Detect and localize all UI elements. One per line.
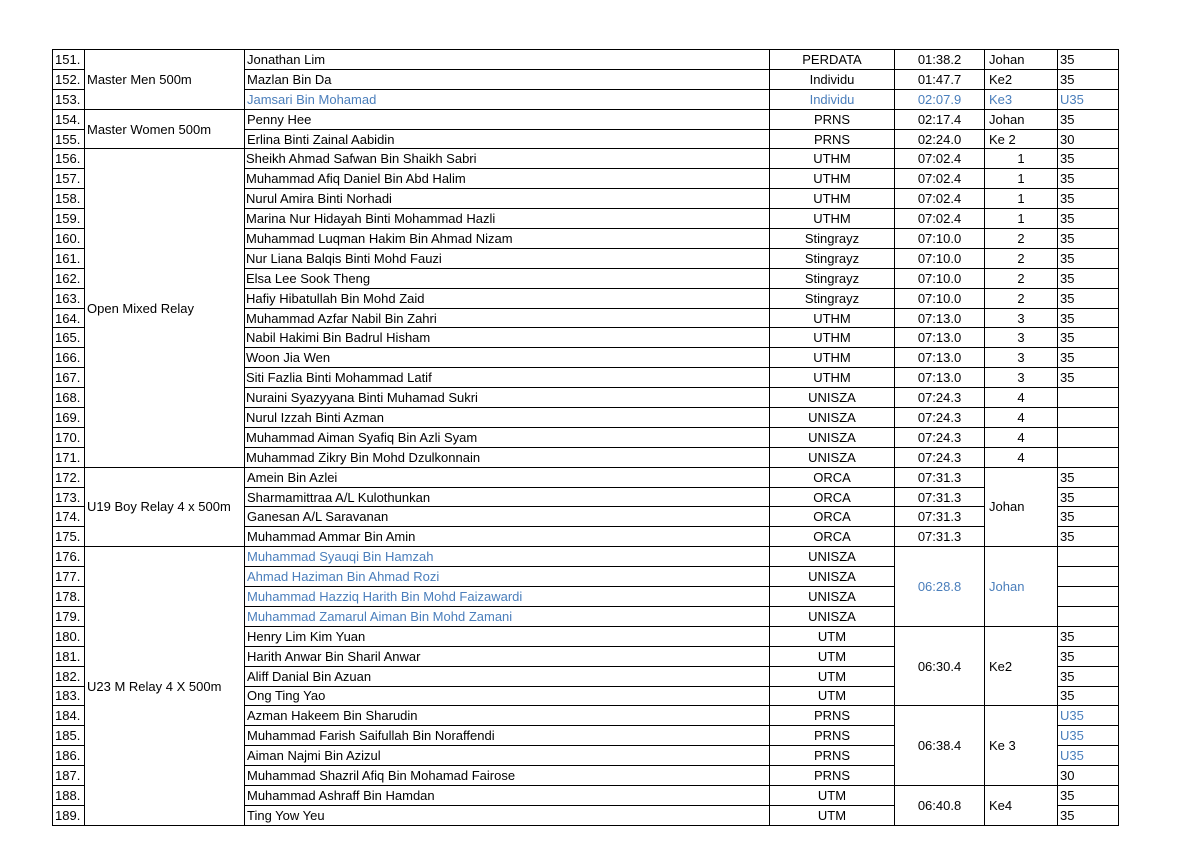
athlete-name: Muhammad Aiman Syafiq Bin Azli Syam	[245, 427, 770, 447]
team: UTM	[770, 626, 895, 646]
heat: 3	[985, 328, 1058, 348]
team: PRNS	[770, 746, 895, 766]
category: 35	[1058, 785, 1119, 805]
table-row	[53, 50, 1119, 70]
time: 02:17.4	[895, 109, 985, 129]
time: 07:31.3	[895, 507, 985, 527]
team: UTHM	[770, 348, 895, 368]
athlete-name: Penny Hee	[245, 109, 770, 129]
team: Stingrayz	[770, 268, 895, 288]
team: UTHM	[770, 189, 895, 209]
results-body	[53, 50, 1119, 826]
category: 35	[1058, 626, 1119, 646]
heat: 4	[985, 447, 1058, 467]
event-u19-boy-relay: U19 Boy Relay 4 x 500m	[85, 467, 245, 547]
category: U35	[1058, 726, 1119, 746]
time: 01:38.2	[895, 50, 985, 70]
team: UNISZA	[770, 427, 895, 447]
heat: 2	[985, 229, 1058, 249]
time: 07:02.4	[895, 209, 985, 229]
athlete-name: Nur Liana Balqis Binti Mohd Fauzi	[245, 248, 770, 268]
time: 07:31.3	[895, 527, 985, 547]
table-row	[53, 467, 1119, 487]
team: UNISZA	[770, 447, 895, 467]
category: 30	[1058, 766, 1119, 786]
athlete-name: Muhammad Ashraff Bin Hamdan	[245, 785, 770, 805]
heat: 3	[985, 308, 1058, 328]
team: ORCA	[770, 487, 895, 507]
team: UTHM	[770, 149, 895, 169]
category: 35	[1058, 686, 1119, 706]
team: PRNS	[770, 726, 895, 746]
athlete-name: Muhammad Syauqi Bin Hamzah	[245, 547, 770, 567]
row-number: 166.	[53, 348, 85, 368]
group-time: 06:30.4	[895, 626, 985, 706]
team: PERDATA	[770, 50, 895, 70]
category: 35	[1058, 666, 1119, 686]
table-row	[53, 109, 1119, 129]
category: 35	[1058, 288, 1119, 308]
time: 07:24.3	[895, 427, 985, 447]
time: 07:10.0	[895, 248, 985, 268]
table-row	[53, 149, 1119, 169]
time: 07:31.3	[895, 467, 985, 487]
team: Individu	[770, 89, 895, 109]
row-number: 173.	[53, 487, 85, 507]
athlete-name: Ting Yow Yeu	[245, 805, 770, 825]
group-time: 06:40.8	[895, 785, 985, 825]
category: 35	[1058, 308, 1119, 328]
athlete-name: Ahmad Haziman Bin Ahmad Rozi	[245, 567, 770, 587]
row-number: 180.	[53, 626, 85, 646]
placing: Ke2	[985, 69, 1058, 89]
category	[1058, 447, 1119, 467]
category: 35	[1058, 169, 1119, 189]
category: 35	[1058, 248, 1119, 268]
placing: Ke3	[985, 89, 1058, 109]
athlete-name: Amein Bin Azlei	[245, 467, 770, 487]
row-number: 182.	[53, 666, 85, 686]
athlete-name: Hafiy Hibatullah Bin Mohd Zaid	[245, 288, 770, 308]
athlete-name: Siti Fazlia Binti Mohammad Latif	[245, 368, 770, 388]
athlete-name: Muhammad Zikry Bin Mohd Dzulkonnain	[245, 447, 770, 467]
row-number: 175.	[53, 527, 85, 547]
heat: 4	[985, 408, 1058, 428]
time: 07:13.0	[895, 348, 985, 368]
category: 35	[1058, 328, 1119, 348]
team: UTHM	[770, 308, 895, 328]
row-number: 181.	[53, 646, 85, 666]
team: UNISZA	[770, 547, 895, 567]
row-number: 177.	[53, 567, 85, 587]
athlete-name: Muhammad Ammar Bin Amin	[245, 527, 770, 547]
athlete-name: Harith Anwar Bin Sharil Anwar	[245, 646, 770, 666]
row-number: 174.	[53, 507, 85, 527]
group-time: 06:38.4	[895, 706, 985, 786]
heat: 1	[985, 189, 1058, 209]
time: 07:02.4	[895, 149, 985, 169]
row-number: 184.	[53, 706, 85, 726]
team: Stingrayz	[770, 229, 895, 249]
category	[1058, 567, 1119, 587]
row-number: 161.	[53, 248, 85, 268]
category: 35	[1058, 368, 1119, 388]
athlete-name: Marina Nur Hidayah Binti Mohammad Hazli	[245, 209, 770, 229]
row-number: 164.	[53, 308, 85, 328]
team: UNISZA	[770, 388, 895, 408]
athlete-name: Muhammad Hazziq Harith Bin Mohd Faizawardi	[245, 587, 770, 607]
athlete-name: Aliff Danial Bin Azuan	[245, 666, 770, 686]
time: 01:47.7	[895, 69, 985, 89]
heat: 2	[985, 268, 1058, 288]
category: 35	[1058, 50, 1119, 70]
category: 35	[1058, 487, 1119, 507]
category: 35	[1058, 348, 1119, 368]
heat: 2	[985, 288, 1058, 308]
category: U35	[1058, 89, 1119, 109]
team: UTM	[770, 646, 895, 666]
team: UTHM	[770, 209, 895, 229]
category	[1058, 606, 1119, 626]
row-number: 183.	[53, 686, 85, 706]
athlete-name: Nabil Hakimi Bin Badrul Hisham	[245, 328, 770, 348]
heat: 4	[985, 388, 1058, 408]
team: UTM	[770, 785, 895, 805]
team: ORCA	[770, 467, 895, 487]
row-number: 186.	[53, 746, 85, 766]
team: PRNS	[770, 129, 895, 149]
team: UTM	[770, 805, 895, 825]
table-row	[53, 547, 1119, 567]
athlete-name: Jonathan Lim	[245, 50, 770, 70]
team: UTHM	[770, 169, 895, 189]
placing: Ke 2	[985, 129, 1058, 149]
athlete-name: Erlina Binti Zainal Aabidin	[245, 129, 770, 149]
row-number: 155.	[53, 129, 85, 149]
time: 02:07.9	[895, 89, 985, 109]
time: 07:10.0	[895, 288, 985, 308]
team: UNISZA	[770, 408, 895, 428]
category: 35	[1058, 149, 1119, 169]
category	[1058, 427, 1119, 447]
placing: Johan	[985, 50, 1058, 70]
category	[1058, 587, 1119, 607]
category: 35	[1058, 268, 1119, 288]
team: Individu	[770, 69, 895, 89]
row-number: 154.	[53, 109, 85, 129]
heat: 1	[985, 149, 1058, 169]
row-number: 169.	[53, 408, 85, 428]
heat: 3	[985, 368, 1058, 388]
athlete-name: Muhammad Afiq Daniel Bin Abd Halim	[245, 169, 770, 189]
athlete-name: Sharmamittraa A/L Kulothunkan	[245, 487, 770, 507]
heat: 3	[985, 348, 1058, 368]
row-number: 160.	[53, 229, 85, 249]
team: ORCA	[770, 507, 895, 527]
athlete-name: Nurul Izzah Binti Azman	[245, 408, 770, 428]
time: 07:24.3	[895, 447, 985, 467]
heat: 1	[985, 209, 1058, 229]
category: 35	[1058, 189, 1119, 209]
group-placing: Ke 3	[985, 706, 1058, 786]
category: 35	[1058, 507, 1119, 527]
category: 35	[1058, 805, 1119, 825]
row-number: 157.	[53, 169, 85, 189]
athlete-name: Azman Hakeem Bin Sharudin	[245, 706, 770, 726]
team: UTHM	[770, 328, 895, 348]
time: 07:31.3	[895, 487, 985, 507]
event-u23-m-relay: U23 M Relay 4 X 500m	[85, 547, 245, 825]
category: 35	[1058, 209, 1119, 229]
team: PRNS	[770, 706, 895, 726]
row-number: 178.	[53, 587, 85, 607]
athlete-name: Mazlan Bin Da	[245, 69, 770, 89]
athlete-name: Jamsari Bin Mohamad	[245, 89, 770, 109]
category: 35	[1058, 527, 1119, 547]
time: 07:13.0	[895, 368, 985, 388]
team: ORCA	[770, 527, 895, 547]
athlete-name: Nuraini Syazyyana Binti Muhamad Sukri	[245, 388, 770, 408]
group-placing: Johan	[985, 547, 1058, 627]
time: 07:13.0	[895, 328, 985, 348]
row-number: 179.	[53, 606, 85, 626]
time: 07:24.3	[895, 388, 985, 408]
athlete-name: Muhammad Farish Saifullah Bin Noraffendi	[245, 726, 770, 746]
time: 07:24.3	[895, 408, 985, 428]
athlete-name: Ong Ting Yao	[245, 686, 770, 706]
row-number: 172.	[53, 467, 85, 487]
row-number: 170.	[53, 427, 85, 447]
row-number: 171.	[53, 447, 85, 467]
team: Stingrayz	[770, 248, 895, 268]
row-number: 176.	[53, 547, 85, 567]
athlete-name: Muhammad Zamarul Aiman Bin Mohd Zamani	[245, 606, 770, 626]
team: UTHM	[770, 368, 895, 388]
results-table	[52, 49, 1119, 826]
team: UNISZA	[770, 606, 895, 626]
time: 02:24.0	[895, 129, 985, 149]
row-number: 188.	[53, 785, 85, 805]
row-number: 165.	[53, 328, 85, 348]
group-placing: Ke2	[985, 626, 1058, 706]
athlete-name: Muhammad Shazril Afiq Bin Mohamad Fairose	[245, 766, 770, 786]
row-number: 168.	[53, 388, 85, 408]
row-number: 163.	[53, 288, 85, 308]
row-number: 153.	[53, 89, 85, 109]
team: UNISZA	[770, 587, 895, 607]
group-placing: Johan	[985, 467, 1058, 547]
athlete-name: Woon Jia Wen	[245, 348, 770, 368]
category: 35	[1058, 69, 1119, 89]
category: U35	[1058, 706, 1119, 726]
category: 35	[1058, 109, 1119, 129]
placing: Johan	[985, 109, 1058, 129]
athlete-name: Sheikh Ahmad Safwan Bin Shaikh Sabri	[245, 149, 770, 169]
team: PRNS	[770, 109, 895, 129]
team: Stingrayz	[770, 288, 895, 308]
row-number: 152.	[53, 69, 85, 89]
team: UNISZA	[770, 567, 895, 587]
heat: 1	[985, 169, 1058, 189]
team: PRNS	[770, 766, 895, 786]
group-placing: Ke4	[985, 785, 1058, 825]
row-number: 162.	[53, 268, 85, 288]
category: U35	[1058, 746, 1119, 766]
time: 07:10.0	[895, 268, 985, 288]
category: 30	[1058, 129, 1119, 149]
category	[1058, 388, 1119, 408]
time: 07:02.4	[895, 189, 985, 209]
event-master-men: Master Men 500m	[85, 50, 245, 110]
athlete-name: Henry Lim Kim Yuan	[245, 626, 770, 646]
row-number: 158.	[53, 189, 85, 209]
heat: 4	[985, 427, 1058, 447]
time: 07:10.0	[895, 229, 985, 249]
category: 35	[1058, 229, 1119, 249]
row-number: 167.	[53, 368, 85, 388]
athlete-name: Muhammad Luqman Hakim Bin Ahmad Nizam	[245, 229, 770, 249]
row-number: 159.	[53, 209, 85, 229]
row-number: 185.	[53, 726, 85, 746]
row-number: 156.	[53, 149, 85, 169]
category: 35	[1058, 467, 1119, 487]
athlete-name: Elsa Lee Sook Theng	[245, 268, 770, 288]
event-master-women: Master Women 500m	[85, 109, 245, 149]
team: UTM	[770, 686, 895, 706]
athlete-name: Ganesan A/L Saravanan	[245, 507, 770, 527]
event-open-mixed-relay: Open Mixed Relay	[85, 149, 245, 467]
row-number: 151.	[53, 50, 85, 70]
category: 35	[1058, 646, 1119, 666]
category	[1058, 547, 1119, 567]
time: 07:13.0	[895, 308, 985, 328]
row-number: 187.	[53, 766, 85, 786]
heat: 2	[985, 248, 1058, 268]
team: UTM	[770, 666, 895, 686]
athlete-name: Aiman Najmi Bin Azizul	[245, 746, 770, 766]
athlete-name: Muhammad Azfar Nabil Bin Zahri	[245, 308, 770, 328]
row-number: 189.	[53, 805, 85, 825]
category	[1058, 408, 1119, 428]
time: 07:02.4	[895, 169, 985, 189]
group-time: 06:28.8	[895, 547, 985, 627]
athlete-name: Nurul Amira Binti Norhadi	[245, 189, 770, 209]
